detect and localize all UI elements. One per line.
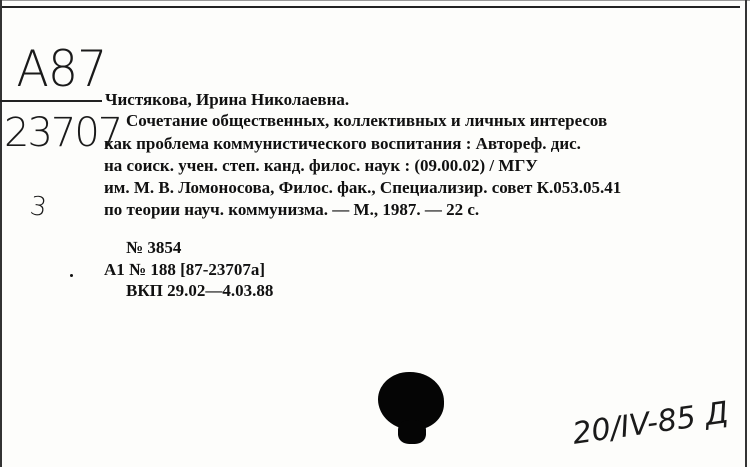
- card-border-top: [0, 0, 750, 1]
- accession-number-handwritten: 23707: [4, 110, 122, 156]
- shelf-mark-handwritten: A87: [16, 40, 107, 98]
- record-line-1: Сочетание общественных, коллективных и личных интересов: [126, 111, 608, 130]
- author-heading: Чистякова, Ирина Николаевна.: [105, 90, 350, 109]
- card-border-left: [0, 0, 2, 467]
- record-line-4: им. М. В. Ломоносова, Филос. фак., Специализир. совет К.053.05.41: [104, 178, 622, 197]
- underline-rule: [0, 100, 102, 102]
- margin-mark-handwritten: 3: [27, 191, 48, 223]
- record-line-5: по теории науч. коммунизма. — М., 1987. — 22 с.: [104, 200, 480, 219]
- record-line-2: как проблема коммунистического воспитания : Автореф. дис.: [104, 134, 581, 153]
- a1-line: А1 № 188 [87-23707а]: [104, 260, 266, 279]
- vkp-line: ВКП 29.02—4.03.88: [126, 281, 274, 300]
- card-border-right: [745, 0, 747, 467]
- ink-dot: [70, 274, 73, 277]
- bottom-note-handwritten: 20/IV-85 Д: [570, 395, 731, 452]
- registration-number: № 3854: [126, 238, 182, 257]
- record-line-3: на соиск. учен. степ. канд. филос. наук : (09.00.02) / МГУ: [104, 156, 538, 175]
- punch-hole-lower: [398, 420, 426, 444]
- top-rule: [0, 6, 740, 8]
